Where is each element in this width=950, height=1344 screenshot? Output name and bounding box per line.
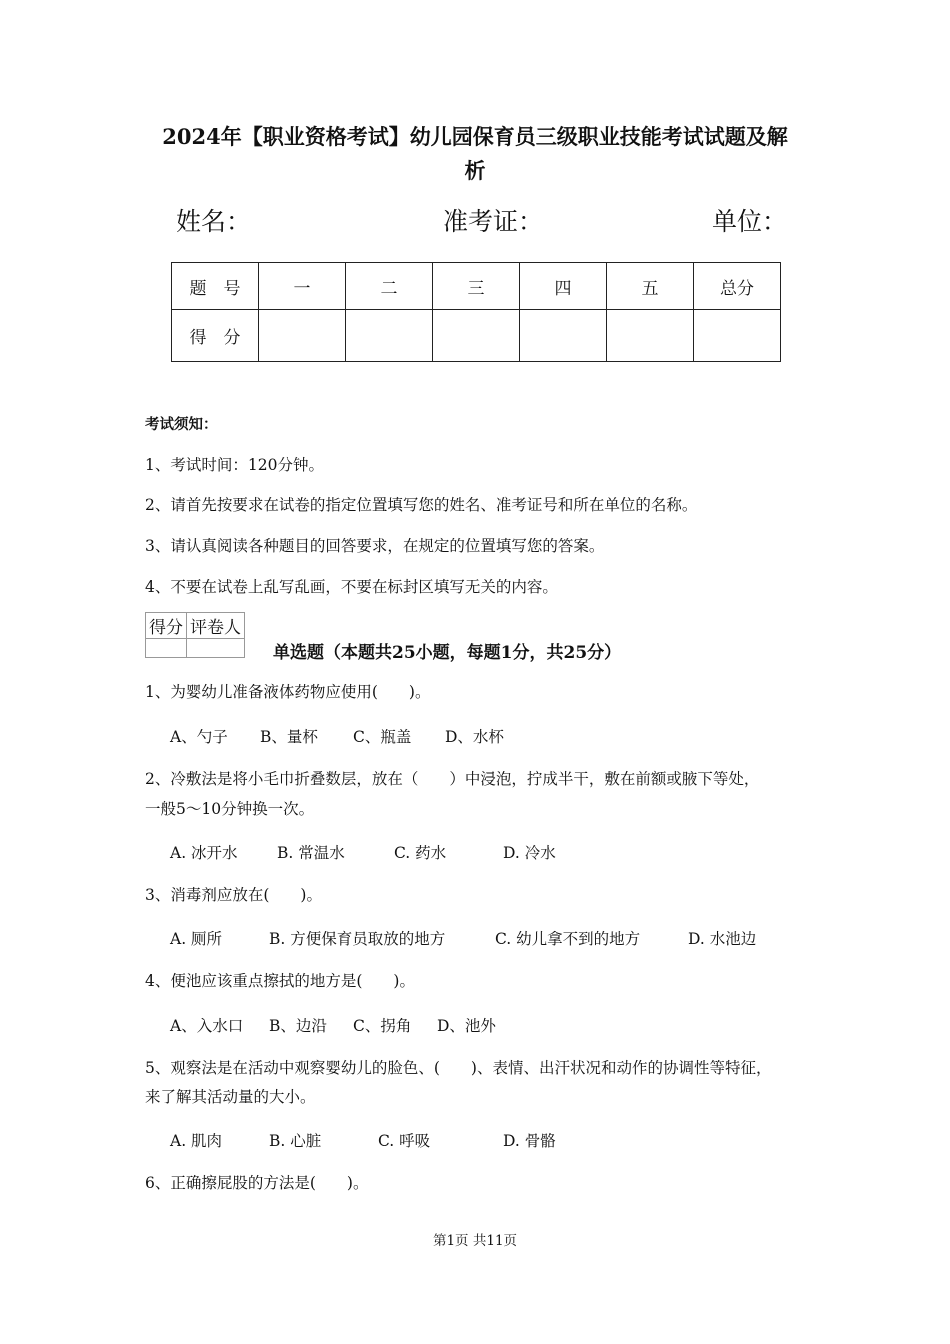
grader-box [145, 612, 245, 658]
score-table-score-row [172, 310, 781, 362]
question-option: A. 肌肉 [170, 1132, 223, 1150]
question-stem: 2、冷敷法是将小毛巾折叠数层，放在（ ）中浸泡，拧成半干，敷在前额或腋下等处， [145, 770, 760, 788]
exam-id-field-label: 准考证： [443, 207, 544, 236]
page-number: 第1页 共11页 [432, 1233, 518, 1249]
score-table-empty-cell[interactable] [346, 310, 433, 362]
grader-box-empty-cell[interactable] [187, 639, 245, 658]
score-table-empty-cell[interactable] [433, 310, 520, 362]
question-stem-continued: 一般5～10分钟换一次。 [145, 800, 315, 818]
score-table-empty-cell[interactable] [607, 310, 694, 362]
question-option: A、勺子 [170, 728, 228, 746]
question-option: D. 水池边 [688, 930, 757, 948]
score-table-cell: 得 分 [172, 310, 259, 362]
question-option: D、池外 [437, 1017, 496, 1035]
question-option: D、水杯 [445, 728, 504, 746]
question-option: A、入水口 [170, 1017, 244, 1035]
grader-box-empty-cell[interactable] [146, 639, 187, 658]
question-option: B. 方便保育员取放的地方 [269, 930, 446, 948]
score-table-cell: 一 [259, 263, 346, 310]
name-field-label: 姓名： [176, 207, 252, 236]
page-title-line1: 2024年【职业资格考试】幼儿园保育员三级职业技能考试试题及解 [162, 124, 788, 149]
question-stem: 5、观察法是在活动中观察婴幼儿的脸色、( )、表情、出汗状况和动作的协调性等特征， [145, 1059, 772, 1077]
score-table-empty-cell[interactable] [694, 310, 781, 362]
question-option: B. 心脏 [269, 1132, 322, 1150]
score-table-empty-cell[interactable] [259, 310, 346, 362]
question-option: D. 冷水 [503, 844, 556, 862]
question-option: B、量杯 [260, 728, 318, 746]
score-table-cell: 五 [607, 263, 694, 310]
score-table-cell: 四 [520, 263, 607, 310]
score-table-cell: 题 号 [172, 263, 259, 310]
grader-box-grader-label: 评卷人 [187, 613, 245, 639]
notice-heading: 考试须知： [145, 416, 218, 433]
question-option: C. 药水 [394, 844, 447, 862]
score-table-cell: 总分 [694, 263, 781, 310]
question-stem: 4、便池应该重点擦拭的地方是( )。 [145, 972, 415, 990]
question-stem: 1、为婴幼儿准备液体药物应使用( )。 [145, 683, 431, 701]
notice-item: 2、请首先按要求在试卷的指定位置填写您的姓名、准考证号和所在单位的名称。 [145, 496, 698, 514]
question-option: C. 幼儿拿不到的地方 [495, 930, 641, 948]
notice-item: 3、请认真阅读各种题目的回答要求，在规定的位置填写您的答案。 [145, 537, 605, 555]
unit-field-label: 单位： [712, 207, 788, 236]
question-stem: 3、消毒剂应放在( )。 [145, 886, 322, 904]
question-option: C. 呼吸 [378, 1132, 431, 1150]
score-table-header-row [172, 263, 781, 310]
question-option: D. 骨骼 [503, 1132, 556, 1150]
question-option: A. 厕所 [170, 930, 223, 948]
section-title: 单选题（本题共25小题，每题1分，共25分） [273, 643, 622, 663]
question-option: A. 冰开水 [170, 844, 238, 862]
score-table-cell: 三 [433, 263, 520, 310]
score-table [171, 262, 781, 362]
score-table-empty-cell[interactable] [520, 310, 607, 362]
notice-item: 4、不要在试卷上乱写乱画，不要在标封区填写无关的内容。 [145, 578, 558, 596]
notice-item: 1、考试时间：120分钟。 [145, 456, 324, 474]
question-option: C、瓶盖 [353, 728, 412, 746]
question-option: C、拐角 [353, 1017, 412, 1035]
page-title-line2: 析 [464, 158, 486, 183]
question-option: B. 常温水 [277, 844, 345, 862]
question-option: B、边沿 [269, 1017, 327, 1035]
question-stem-continued: 来了解其活动量的大小。 [145, 1088, 316, 1106]
score-table-cell: 二 [346, 263, 433, 310]
question-stem: 6、正确擦屁股的方法是( )。 [145, 1174, 369, 1192]
grader-box-score-label: 得分 [146, 613, 187, 639]
